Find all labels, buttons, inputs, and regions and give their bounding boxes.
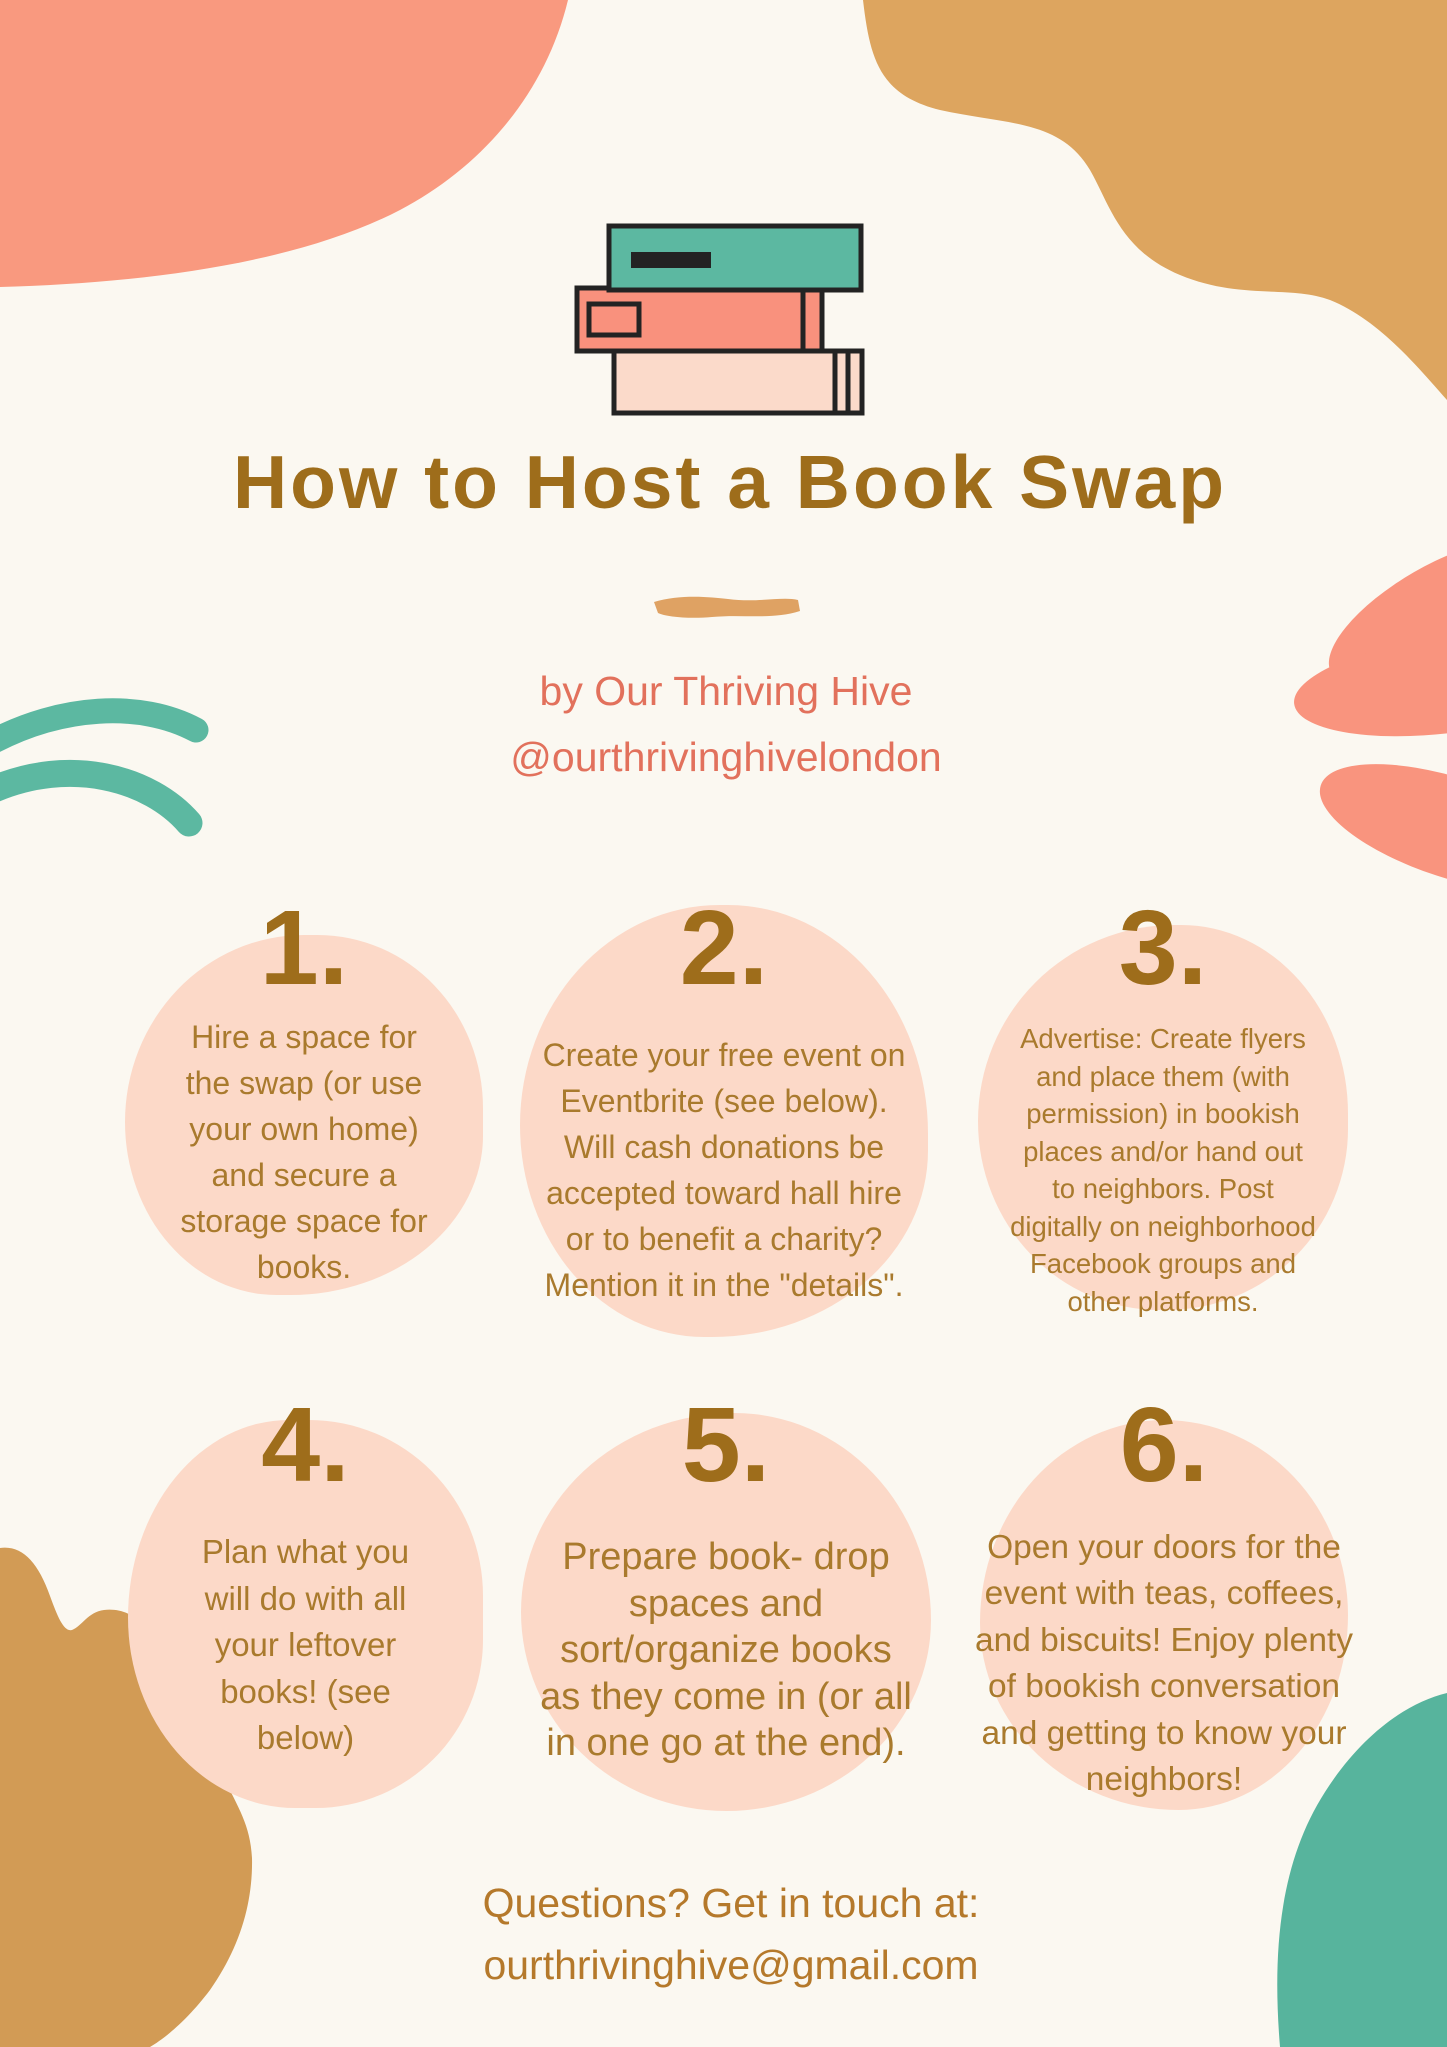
blob-top-right-tan: [863, 0, 1447, 400]
poster-title: How to Host a Book Swap: [232, 440, 1228, 524]
step-6-number: 6.: [1119, 1386, 1209, 1504]
step-5-number: 5.: [681, 1386, 771, 1504]
step-2-text: Create your free event on Eventbrite (see below). Will cash donations be accepted toward hall hire or to benefit a charity? Mention it in the "details".: [542, 1037, 906, 1303]
brush-stroke-divider: [650, 590, 802, 624]
step-2: [520, 889, 928, 1338]
step-6-text: Open your doors for the event with teas, coffees, and biscuits! Enjoy plenty of bookish conversation and getting to know your neighbors!: [974, 1529, 1354, 1799]
step-1: [125, 889, 483, 1298]
step-5: [521, 1386, 931, 1815]
step-3: [978, 889, 1348, 1318]
step-6: [974, 1386, 1354, 1810]
books-stack-icon: [560, 220, 870, 420]
step-4-text: Plan what you will do with all your leftover books! (see below): [201, 1533, 410, 1756]
step-5-text: Prepare book- drop spaces and sort/organize books as they come in (or all in one go at the end).: [540, 1536, 912, 1764]
step-1-text: Hire a space for the swap (or use your own home) and secure a storage space for books.: [180, 1019, 428, 1285]
book-middle-label: [589, 304, 639, 335]
step-4-number: 4.: [261, 1386, 350, 1504]
step-3-text: Advertise: Create flyers and place them (with permission) in bookish places and/or hand out to neighbors. Post digitally on neighborhood Facebook groups and other platforms.: [1010, 1023, 1316, 1317]
book-top-title-bar: [631, 252, 711, 268]
footer-question-line: Questions? Get in touch at:: [482, 1880, 980, 1926]
blob-top-left-coral: [0, 0, 568, 287]
step-3-number: 3.: [1118, 889, 1208, 1007]
step-1-number: 1.: [259, 889, 349, 1007]
step-4: [128, 1386, 483, 1810]
byline-handle: @ourthrivinghivelondon: [510, 734, 942, 780]
step-2-number: 2.: [679, 889, 769, 1007]
footer-contact: [0, 1872, 1447, 1996]
byline-author: by Our Thriving Hive: [539, 668, 913, 714]
footer-email: ourthrivinghive@gmail.com: [483, 1942, 979, 1988]
byline: [0, 658, 1447, 790]
book-bottom: [614, 351, 862, 413]
